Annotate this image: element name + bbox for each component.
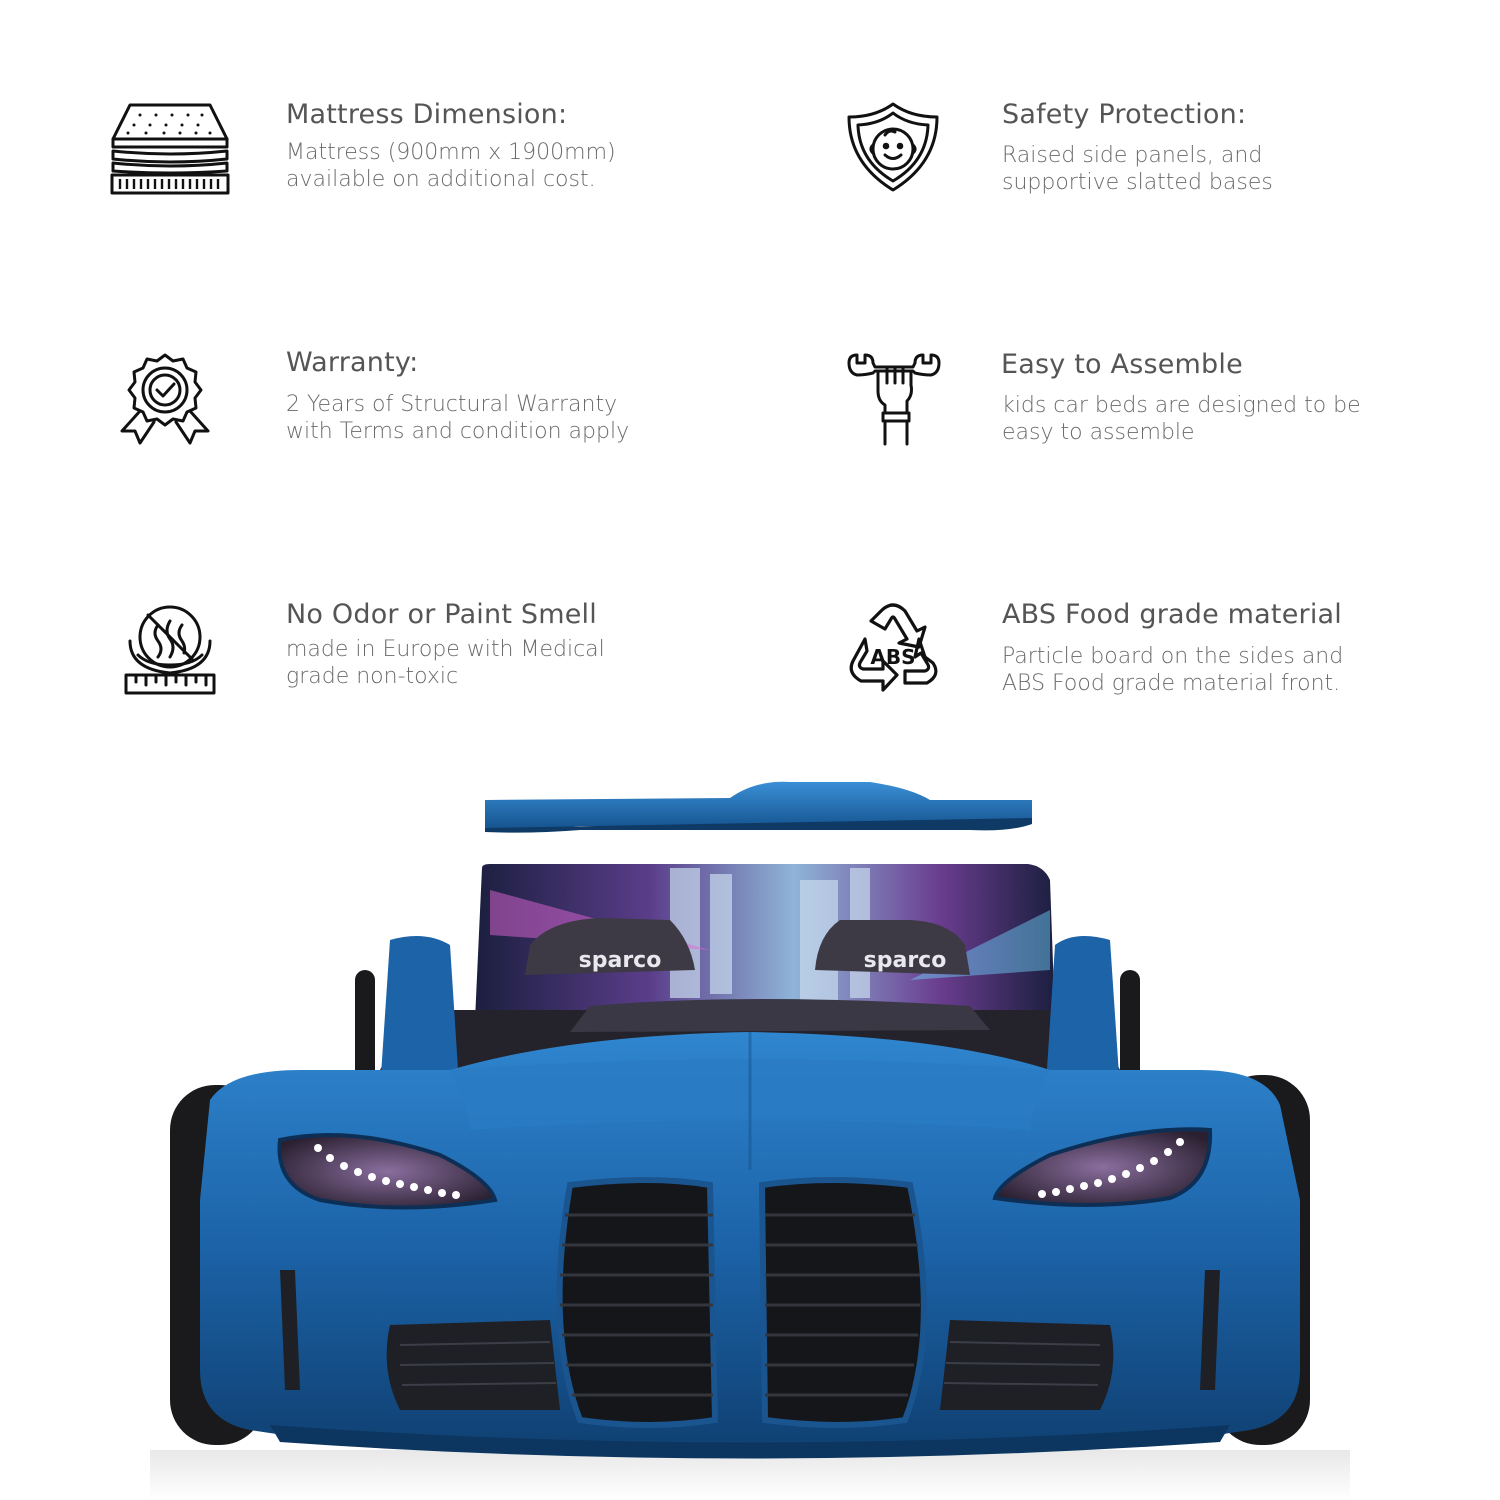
feature-title: Safety Protection: <box>1002 99 1247 130</box>
feature-title: No Odor or Paint Smell <box>286 599 597 630</box>
svg-text:ABS: ABS <box>870 645 916 669</box>
mattress-icon <box>110 101 230 196</box>
baby-shield-icon <box>845 101 941 193</box>
feature-description: kids car beds are designed to be easy to assemble <box>1002 393 1361 445</box>
feature-description: Mattress (900mm x 1900mm) available on additional cost. <box>286 140 616 192</box>
warranty-badge-icon <box>118 351 213 447</box>
feature-description: Particle board on the sides and ABS Food grade material front. <box>1002 644 1344 696</box>
feature-title: Warranty: <box>286 347 419 378</box>
feature-title: Mattress Dimension: <box>286 99 568 130</box>
seat-logo-right: sparco <box>863 948 947 973</box>
feature-description: Raised side panels, and supportive slatted bases <box>1002 143 1273 195</box>
seat-logo-left: sparco <box>578 948 662 973</box>
feature-description: 2 Years of Structural Warranty with Terms and condition apply <box>286 392 630 444</box>
feature-title: Easy to Assemble <box>1001 349 1243 380</box>
feature-description: made in Europe with Medical grade non-toxic <box>286 637 605 689</box>
abs-recycle-icon <box>845 601 941 695</box>
blue-car-bed-image <box>150 770 1350 1500</box>
feature-title: ABS Food grade material <box>1002 599 1342 630</box>
no-odor-icon <box>124 603 216 695</box>
wrench-hand-icon <box>845 351 943 446</box>
